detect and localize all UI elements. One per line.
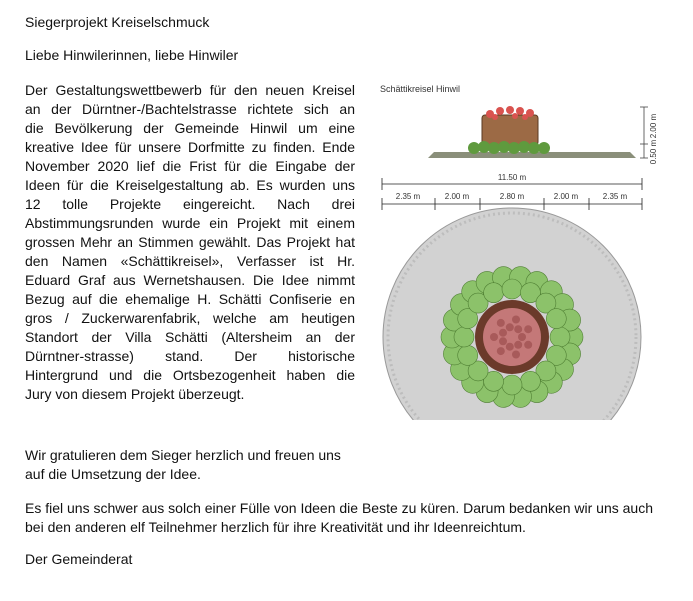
flower-bed-plant [512, 351, 520, 359]
height-label-2m: 2.00 m [649, 113, 658, 139]
greeting: Liebe Hinwilerinnen, liebe Hinwiler [25, 47, 239, 63]
flower-bed-plant [499, 329, 507, 337]
figure-caption: Schättikreisel Hinwil [380, 84, 461, 94]
body-line: 12 tolle Projekte eingereicht. Nach drei [25, 196, 355, 212]
body-line: Der Gestaltungswettbewerb für den neuen Kreisel [25, 82, 355, 98]
body-line: gros / Zuckerwarenfabrik, welche am heutigen [25, 310, 355, 326]
thanks-line: bei den anderen elf Teilnehmer herzlich für ihre Kreativität und ihr Ideenreichtum. [25, 519, 526, 535]
flower-bed-plant [514, 341, 522, 349]
hedge-shrub [550, 327, 570, 347]
segment-label: 2.35 m [395, 192, 421, 201]
body-line: an der Dürntner-/Bachtelstrasse richtete sich an [25, 101, 355, 117]
body-line: Hintergrund und die Ortsbezogenheit haben die [25, 367, 355, 383]
total-width-label: 11.50 m [497, 173, 527, 182]
flower-bed-plant [524, 325, 532, 333]
document-title: Siegerprojekt Kreiselschmuck [25, 14, 210, 30]
elevation-view [428, 106, 658, 164]
segment-label: 2.00 m [444, 192, 470, 201]
flower-bed-plant [497, 319, 505, 327]
congrats-line: Wir gratulieren dem Sieger herzlich und freuen uns [25, 447, 341, 463]
flower-bed-plant [506, 323, 514, 331]
hedge-shrub [484, 283, 504, 303]
body-line: den Namen «Schättikreisel», Verfasser ist Hr. [25, 253, 355, 269]
congratulation-paragraph [25, 446, 355, 484]
thanks-line: Es fiel uns schwer aus solch einer Fülle von Ideen die Beste zu küren. Darum bedanken wir uns auch [25, 500, 654, 516]
plan-view [383, 208, 641, 420]
body-line: Abstimmungsrunden wurde ein Projekt mit einem [25, 215, 355, 231]
body-line: Jury von diesem Projekt überzeugt. [25, 386, 245, 402]
hedge-shrub [502, 375, 522, 395]
body-line: kreative Idee für unsere Dorfmitte zu finden. Ende [25, 139, 355, 155]
segment-label: 2.35 m [602, 192, 628, 201]
flower-bed-plant [524, 341, 532, 349]
body-line: Ideen für die Kreiselgestaltung ab. Es wurden uns [25, 177, 355, 193]
roundabout-figure [372, 80, 672, 420]
flower-bed-plant [497, 347, 505, 355]
segment-label: 2.00 m [553, 192, 579, 201]
flower-bed-plant [514, 325, 522, 333]
body-line: die Bevölkerung der Gemeinde Hinwil um eine [25, 120, 355, 136]
signoff: Der Gemeinderat [25, 551, 133, 567]
roundabout-drawing [372, 80, 672, 420]
body-line: Standort der Villa Schätti (Altersheim an der [25, 329, 355, 345]
body-line: Eduard Graf aus Wernetshausen. Die Idee nimmt [25, 272, 355, 288]
flower-bed-plant [490, 333, 498, 341]
body-line: Dürntner-strasse) stand. Der historische [25, 348, 355, 364]
flower-bed-plant [512, 316, 520, 324]
segment-label: 2.80 m [499, 192, 525, 201]
body-line: Bezug auf die ehemalige H. Schätti Confiserie en [25, 291, 355, 307]
hedge-shrub [546, 309, 566, 329]
flower-bed-plant [518, 333, 526, 341]
congrats-line: auf die Umsetzung der Idee. [25, 466, 201, 482]
body-line: grossen Mehr an Stimmen gewählt. Das Projekt hat [25, 234, 355, 250]
flower-bed-plant [499, 337, 507, 345]
flower-bed-plant [506, 343, 514, 351]
body-line: November 2020 lief die Frist für die Eingabe der [25, 158, 355, 174]
hedge-shrub [502, 279, 522, 299]
hedge-shrub [454, 327, 474, 347]
body-paragraph [25, 81, 355, 404]
hedge-shrub [520, 371, 540, 391]
thanks-paragraph [25, 499, 675, 537]
height-label-050m: 0.50 m [649, 139, 658, 165]
hedge-shrub [458, 345, 478, 365]
